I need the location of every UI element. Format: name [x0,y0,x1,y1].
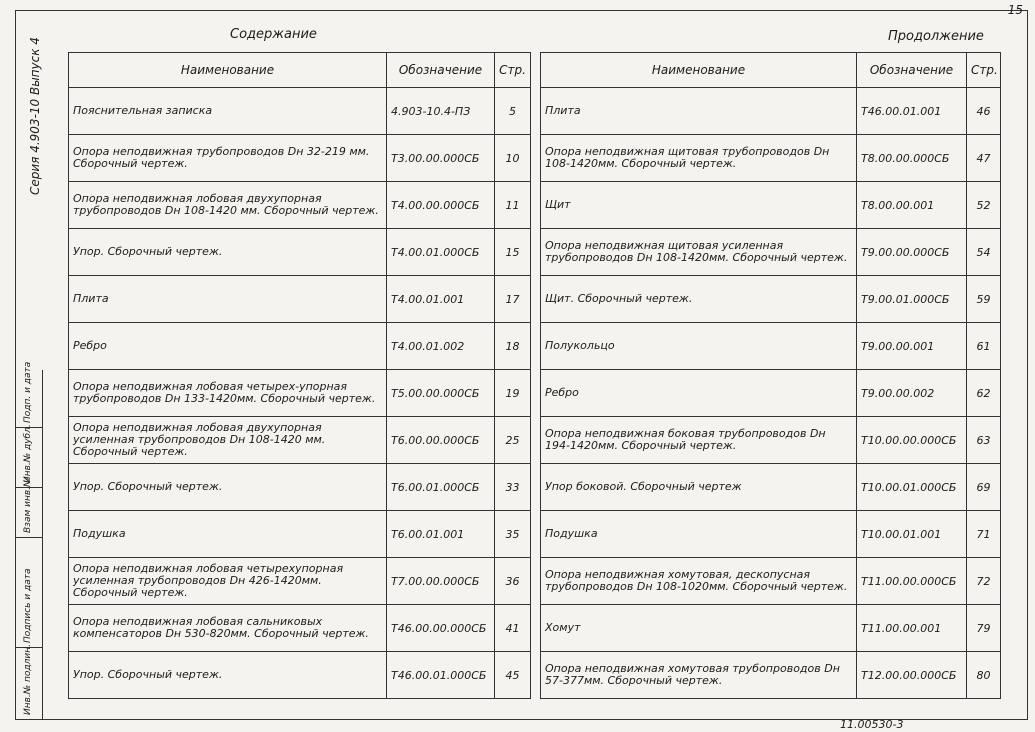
stamp-label: Инв.№ подлин. [23,644,33,715]
row-page: 25 [495,417,531,464]
side-stamp [15,361,43,720]
table-row [541,652,1001,699]
row-name: Опора неподвижная щитовая трубопроводов Dн 108-1420мм. Сборочный чертеж. [541,135,857,182]
row-name: Опора неподвижная боковая трубопроводов Dн 194-1420мм. Сборочный чертеж. [541,417,857,464]
row-name: Опора неподвижная лобовая двухупорная усиленная трубопроводов Dн 108-1420 мм. Сборочный чертеж. [69,417,387,464]
row-name: Ребро [541,370,857,417]
stamp-label: Инв.№ дубл. [23,424,33,483]
row-page: 79 [967,605,1001,652]
row-code: Т4.00.01.001 [387,276,495,323]
table-row [69,276,531,323]
row-page: 18 [495,323,531,370]
row-name: Опора неподвижная хомутовая, дескопусная трубопроводов Dн 108-1020мм. Сборочный чертеж. [541,558,857,605]
stamp-cell [15,361,42,428]
row-name: Упор. Сборочный чертеж. [69,464,387,511]
row-name: Ребро [69,323,387,370]
row-name: Плита [541,88,857,135]
row-page: 10 [495,135,531,182]
row-page: 36 [495,558,531,605]
row-name: Щит [541,182,857,229]
stamp-cell [15,644,42,720]
row-page: 61 [967,323,1001,370]
table-row [69,229,531,276]
table-row [541,229,1001,276]
row-code: Т9.00.00.002 [857,370,967,417]
row-code: Т9.00.00.000СБ [857,229,967,276]
series-label: Серия 4.903-10 Выпуск 4 [28,37,42,195]
left-caption: Содержание [230,27,317,42]
table-row [541,323,1001,370]
row-code: Т10.00.00.000СБ [857,417,967,464]
table-row [541,88,1001,135]
row-code: Т11.00.00.000СБ [857,558,967,605]
row-page: 15 [495,229,531,276]
row-code: Т3.00.00.000СБ [387,135,495,182]
row-code: Т4.00.01.002 [387,323,495,370]
table-row [541,276,1001,323]
row-code: Т7.00.00.000СБ [387,558,495,605]
row-code: Т9.00.00.001 [857,323,967,370]
page-number: 15 [1007,3,1023,17]
row-code: Т12.00.00.000СБ [857,652,967,699]
row-code: Т46.00.01.000СБ [387,652,495,699]
stamp-cell [15,538,42,648]
table-row [541,511,1001,558]
row-page: 5 [495,88,531,135]
row-name: Хомут [541,605,857,652]
row-name: Опора неподвижная лобовая четырехупорная усиленная трубопроводов Dн 426-1420мм. Сборочный чертеж. [69,558,387,605]
right-contents-table [540,52,1001,699]
row-code: 4.903-10.4-ПЗ [387,88,495,135]
row-name: Щит. Сборочный чертеж. [541,276,857,323]
row-code: Т10.00.01.000СБ [857,464,967,511]
row-name: Пояснительная записка [69,88,387,135]
row-code: Т8.00.00.001 [857,182,967,229]
row-name: Полукольцо [541,323,857,370]
row-code: Т10.00.01.001 [857,511,967,558]
row-page: 54 [967,229,1001,276]
row-name: Упор боковой. Сборочный чертеж [541,464,857,511]
table-row [69,323,531,370]
table-row [69,605,531,652]
row-code: Т6.00.01.000СБ [387,464,495,511]
row-page: 33 [495,464,531,511]
table-row [541,417,1001,464]
row-code: Т6.00.00.000СБ [387,417,495,464]
row-page: 19 [495,370,531,417]
row-page: 59 [967,276,1001,323]
row-code: Т6.00.01.001 [387,511,495,558]
row-page: 35 [495,511,531,558]
row-name: Опора неподвижная трубопроводов Dн 32-219 мм. Сборочный чертеж. [69,135,387,182]
row-name: Опора неподвижная щитовая усиленная трубопроводов Dн 108-1420мм. Сборочный чертеж. [541,229,857,276]
table-row [541,558,1001,605]
row-page: 17 [495,276,531,323]
row-page: 69 [967,464,1001,511]
table-row [69,135,531,182]
column-header-code: Обозначение [387,53,495,88]
row-page: 63 [967,417,1001,464]
table-row [541,370,1001,417]
row-name: Плита [69,276,387,323]
document-code: 11.00530-3 [840,718,904,731]
row-page: 45 [495,652,531,699]
table-row [69,558,531,605]
table-row [541,464,1001,511]
row-page: 46 [967,88,1001,135]
row-code: Т5.00.00.000СБ [387,370,495,417]
row-name: Опора неподвижная лобовая двухупорная трубопроводов Dн 108-1420 мм. Сборочный чертеж. [69,182,387,229]
table-row [69,88,531,135]
column-header-page: Стр. [967,53,1001,88]
table-row [69,511,531,558]
row-name: Опора неподвижная хомутовая трубопроводов Dн 57-377мм. Сборочный чертеж. [541,652,857,699]
right-caption: Продолжение [888,29,984,44]
column-header-name: Наименование [69,53,387,88]
row-code: Т8.00.00.000СБ [857,135,967,182]
row-code: Т46.00.01.001 [857,88,967,135]
row-page: 11 [495,182,531,229]
table-row [69,182,531,229]
row-page: 62 [967,370,1001,417]
table-row [541,605,1001,652]
row-name: Упор. Сборочный чертеж. [69,652,387,699]
row-name: Упор. Сборочный чертеж. [69,229,387,276]
column-header-code: Обозначение [857,53,967,88]
column-header-name: Наименование [541,53,857,88]
stamp-label: Подпись и дата [23,568,33,643]
stamp-label: Подп. и дата [23,361,33,423]
stamp-label: Взам инв.№ [23,477,33,533]
stamp-cell [15,477,42,538]
row-code: Т4.00.00.000СБ [387,182,495,229]
row-code: Т9.00.01.000СБ [857,276,967,323]
row-page: 52 [967,182,1001,229]
row-code: Т46.00.00.000СБ [387,605,495,652]
table-row [69,464,531,511]
row-page: 72 [967,558,1001,605]
row-page: 47 [967,135,1001,182]
table-row [541,182,1001,229]
column-header-page: Стр. [495,53,531,88]
row-page: 41 [495,605,531,652]
left-contents-table [68,52,531,699]
row-name: Опора неподвижная лобовая четырех-упорная трубопроводов Dн 133-1420мм. Сборочный чертеж. [69,370,387,417]
row-page: 80 [967,652,1001,699]
row-page: 71 [967,511,1001,558]
row-code: Т11.00.00.001 [857,605,967,652]
row-name: Подушка [69,511,387,558]
table-row [69,417,531,464]
row-name: Опора неподвижная лобовая сальниковых компенсаторов Dн 530-820мм. Сборочный чертеж. [69,605,387,652]
row-code: Т4.00.01.000СБ [387,229,495,276]
row-name: Подушка [541,511,857,558]
table-row [69,652,531,699]
table-row [541,135,1001,182]
table-row [69,370,531,417]
